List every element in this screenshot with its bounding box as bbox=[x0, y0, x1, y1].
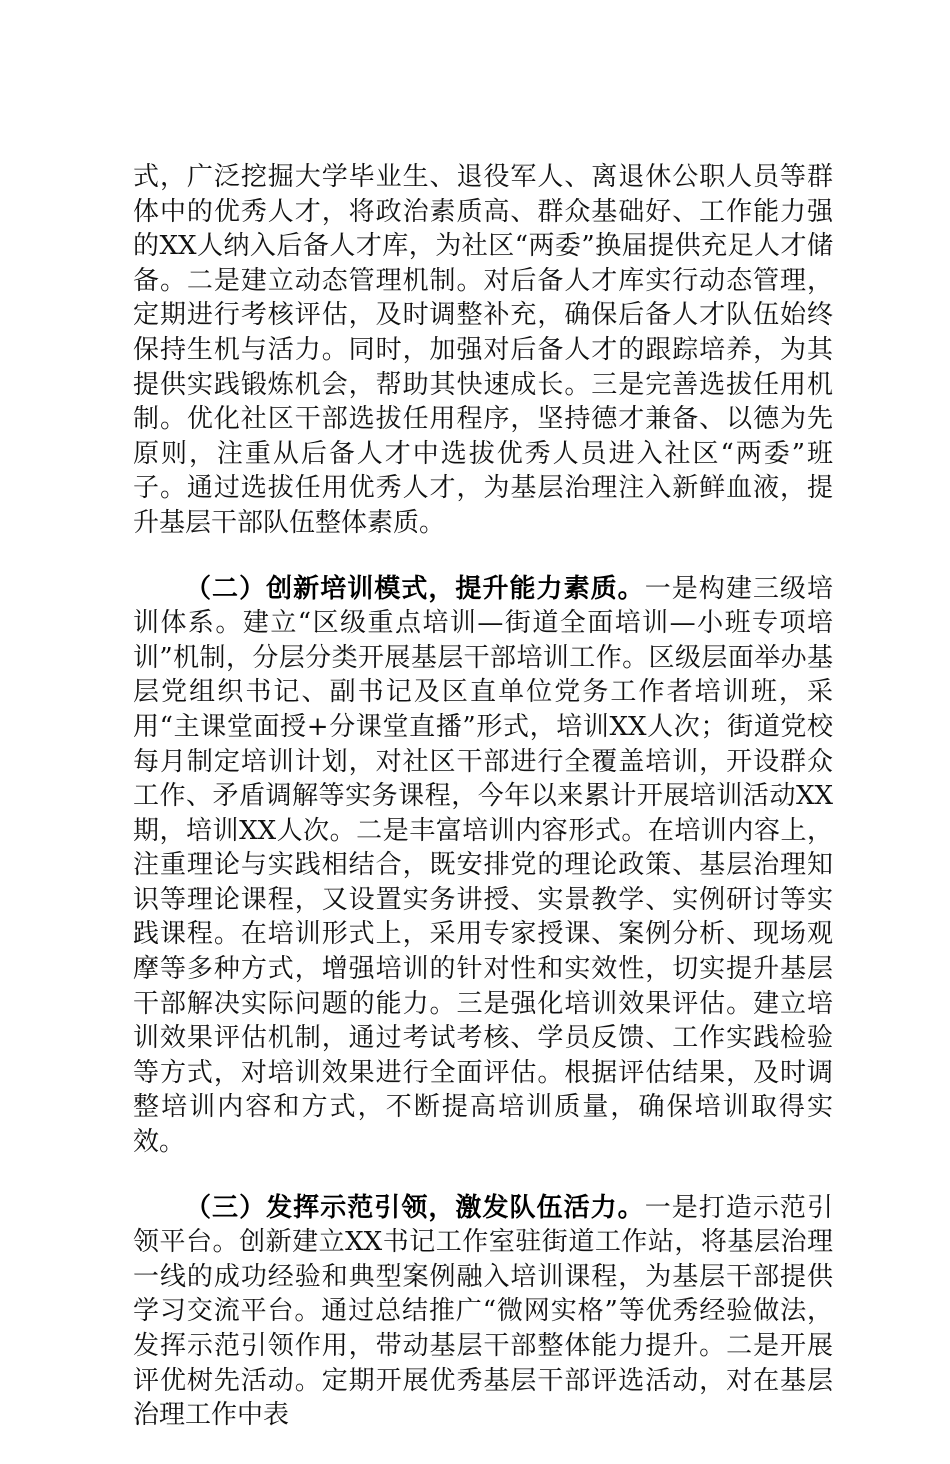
paragraph-continuation bbox=[133, 160, 833, 541]
paragraph-text: 式，广泛挖掘大学毕业生、退役军人、离退休公职人员等群体中的优秀人才，将政治素质高、群众基础好、工作能力强的XX人纳入后备人才库，为社区“两委”换届提供充足人才储备。二是建立动态管理机制。对后备人才库实行动态管理，定期进行考核评估，及时调整补充，确保后备人才队伍始终保持生机与活力。同时，加强对后备人才的跟踪培养，为其提供实践锻炼机会，帮助其快速成长。三是完善选拔任用机制。优化社区干部选拔任用程序，坚持德才兼备、以德为先原则，注重从后备人才中选拔优秀人员进入社区“两委”班子。通过选拔任用优秀人才，为基层治理注入新鲜血液，提升基层干部队伍整体素质。 bbox=[133, 162, 833, 538]
paragraph-demonstration bbox=[133, 1191, 833, 1433]
section-heading: （二）创新培训模式，提升能力素质。 bbox=[185, 573, 645, 604]
paragraph-text: 一是构建三级培训体系。建立“区级重点培训—街道全面培训—小班专项培训”机制，分层分类开展基层干部培训工作。区级层面举办基层党组织书记、副书记及区直单位党务工作者培训班，采用“主课堂面授+分课堂直播”形式，培训XX人次；街道党校每月制定培训计划，对社区干部进行全覆盖培训，开设群众工作、矛盾调解等实务课程，今年以来累计开展培训活动XX期，培训XX人次。二是丰富培训内容形式。在培训内容上，注重理论与实践相结合，既安排党的理论政策、基层治理知识等理论课程，又设置实务讲授、实景教学、实例研讨等实践课程。在培训形式上，采用专家授课、案例分析、现场观摩等多种方式，增强培训的针对性和实效性，切实提升基层干部解决实际问题的能力。三是强化培训效果评估。建立培训效果评估机制，通过考试考核、学员反馈、工作实践检验等方式，对培训效果进行全面评估。根据评估结果，及时调整培训内容和方式，不断提高培训质量，确保培训取得实效。 bbox=[133, 573, 833, 1158]
paragraph-training-model bbox=[133, 572, 833, 1160]
paragraph-text: 一是打造示范引领平台。创新建立XX书记工作室驻街道工作站，将基层治理一线的成功经验和典型案例融入培训课程，为基层干部提供学习交流平台。通过总结推广“微网实格”等优秀经验做法，发挥示范引领作用，带动基层干部整体能力提升。二是开展评优树先活动。定期开展优秀基层干部评选活动，对在基层治理工作中表 bbox=[133, 1192, 833, 1431]
section-heading: （三）发挥示范引领，激发队伍活力。 bbox=[185, 1192, 645, 1223]
document-body bbox=[133, 160, 833, 1464]
